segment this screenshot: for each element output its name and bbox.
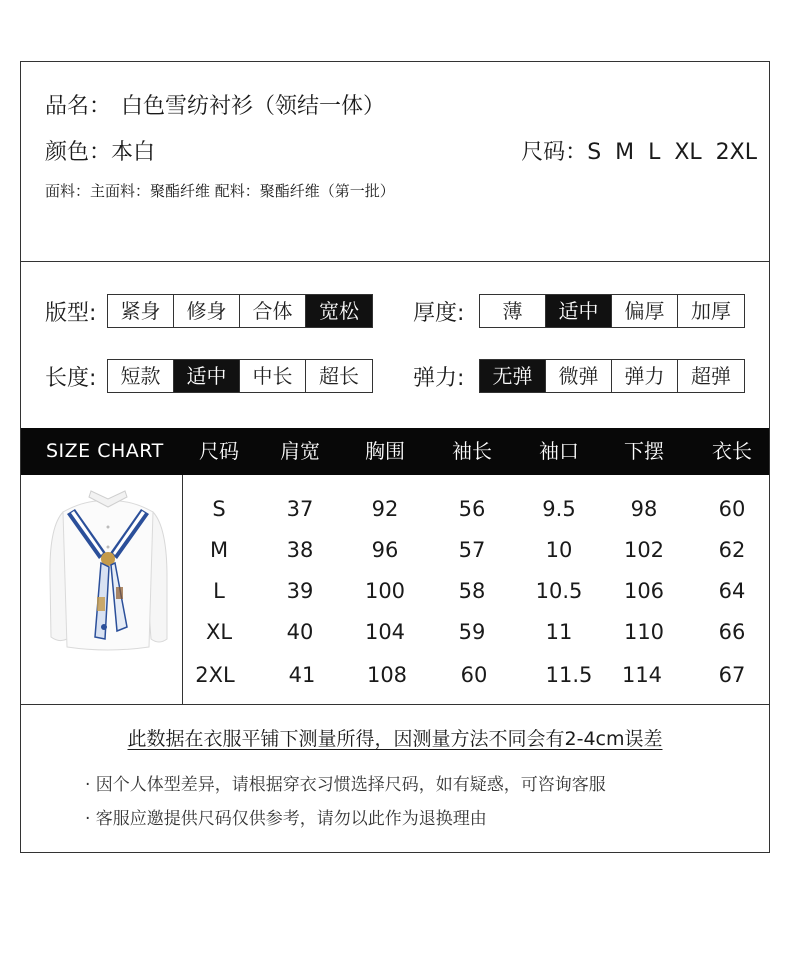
divider [21, 261, 769, 262]
size-chart-title: SIZE CHART [46, 440, 164, 462]
cell-size: S [212, 497, 226, 521]
elasticity-option: 弹力 [612, 360, 678, 392]
cell-cuff: 9.5 [542, 497, 576, 521]
product-sizes [521, 135, 757, 166]
fit-option: 修身 [174, 295, 240, 327]
cell-length: 64 [718, 579, 746, 603]
cell-shoulder: 38 [286, 538, 314, 562]
elasticity-option: 微弹 [546, 360, 612, 392]
cell-hem: 98 [630, 497, 658, 521]
product-size-label: 尺码： [521, 140, 588, 165]
cell-sleeve: 56 [458, 497, 486, 521]
cell-sleeve: 60 [460, 663, 488, 687]
product-size-value: S M L XL 2XL [587, 140, 757, 165]
attr-thickness [413, 294, 745, 328]
header-sleeve-length: 袖长 [452, 439, 492, 463]
attr-length-label: 长度: [45, 365, 97, 391]
blouse-icon [41, 487, 175, 657]
cell-chest: 92 [371, 497, 399, 521]
cell-cuff: 10.5 [535, 579, 583, 603]
cell-hem: 102 [623, 538, 665, 562]
length-option-selected: 适中 [174, 360, 240, 392]
fit-option: 合体 [240, 295, 306, 327]
cell-size: 2XL [195, 663, 235, 687]
cell-shoulder: 37 [286, 497, 314, 521]
note-bullet: · 因个人体型差异，请根据穿衣习惯选择尺码，如有疑惑，可咨询客服 [85, 775, 606, 795]
fit-option-selected: 宽松 [306, 295, 372, 327]
product-color [45, 135, 155, 166]
cell-sleeve: 58 [458, 579, 486, 603]
note-bullet: · 客服应邀提供尺码仅供参考，请勿以此作为退换理由 [85, 809, 487, 829]
size-chart-header [21, 428, 769, 475]
fit-option: 紧身 [108, 295, 174, 327]
thickness-option: 薄 [480, 295, 546, 327]
product-name-value: 白色雪纺衬衫（领结一体） [121, 94, 386, 119]
cell-size: M [209, 538, 229, 562]
cell-chest: 100 [364, 579, 406, 603]
product-name-label: 品名： [45, 94, 112, 119]
elasticity-option-selected: 无弹 [480, 360, 546, 392]
header-size: 尺码 [199, 439, 239, 463]
attr-thickness-options [479, 294, 745, 328]
product-color-label: 颜色： [45, 140, 112, 165]
cell-sleeve: 59 [458, 620, 486, 644]
product-fabric: 面料：主面料：聚酯纤维 配料：聚酯纤维（第一批） [45, 182, 395, 200]
thickness-option: 加厚 [678, 295, 744, 327]
attr-elasticity-label: 弹力: [413, 365, 465, 391]
attr-fit [45, 294, 373, 328]
cell-cuff: 10 [545, 538, 573, 562]
product-name [45, 89, 385, 120]
cell-cuff: 11 [545, 620, 573, 644]
cell-chest: 104 [364, 620, 406, 644]
divider [21, 704, 769, 705]
cell-length: 60 [718, 497, 746, 521]
size-info-card [20, 61, 770, 853]
header-cuff: 袖口 [539, 439, 579, 463]
cell-chest: 96 [371, 538, 399, 562]
header-chest: 胸围 [365, 439, 405, 463]
cell-length: 66 [718, 620, 746, 644]
thickness-option: 偏厚 [612, 295, 678, 327]
cell-size: XL [205, 620, 233, 644]
header-shoulder: 肩宽 [280, 439, 320, 463]
cell-hem: 106 [623, 579, 665, 603]
product-color-value: 本白 [111, 140, 156, 165]
length-option: 中长 [240, 360, 306, 392]
cell-hem: 114 [621, 663, 663, 687]
cell-cuff: 11.5 [545, 663, 593, 687]
cell-shoulder: 39 [286, 579, 314, 603]
cell-length: 67 [718, 663, 746, 687]
attr-elasticity [413, 359, 745, 393]
cell-hem: 110 [623, 620, 665, 644]
cell-length: 62 [718, 538, 746, 562]
attr-thickness-label: 厚度: [413, 300, 465, 326]
attr-length-options [107, 359, 373, 393]
attr-fit-options [107, 294, 373, 328]
attr-fit-label: 版型: [45, 300, 97, 326]
cell-size: L [213, 579, 225, 603]
cell-sleeve: 57 [458, 538, 486, 562]
product-image [41, 487, 175, 657]
measurement-note-text: 此数据在衣服平铺下测量所得，因测量方法不同会有2-4cm误差 [127, 728, 663, 750]
thickness-option-selected: 适中 [546, 295, 612, 327]
attr-length [45, 359, 373, 393]
header-length: 衣长 [712, 439, 752, 463]
measurement-note [21, 724, 769, 751]
elasticity-option: 超弹 [678, 360, 744, 392]
header-hem: 下摆 [624, 439, 664, 463]
attr-elasticity-options [479, 359, 745, 393]
cell-chest: 108 [366, 663, 408, 687]
cell-shoulder: 40 [286, 620, 314, 644]
length-option: 短款 [108, 360, 174, 392]
cell-shoulder: 41 [288, 663, 316, 687]
length-option: 超长 [306, 360, 372, 392]
